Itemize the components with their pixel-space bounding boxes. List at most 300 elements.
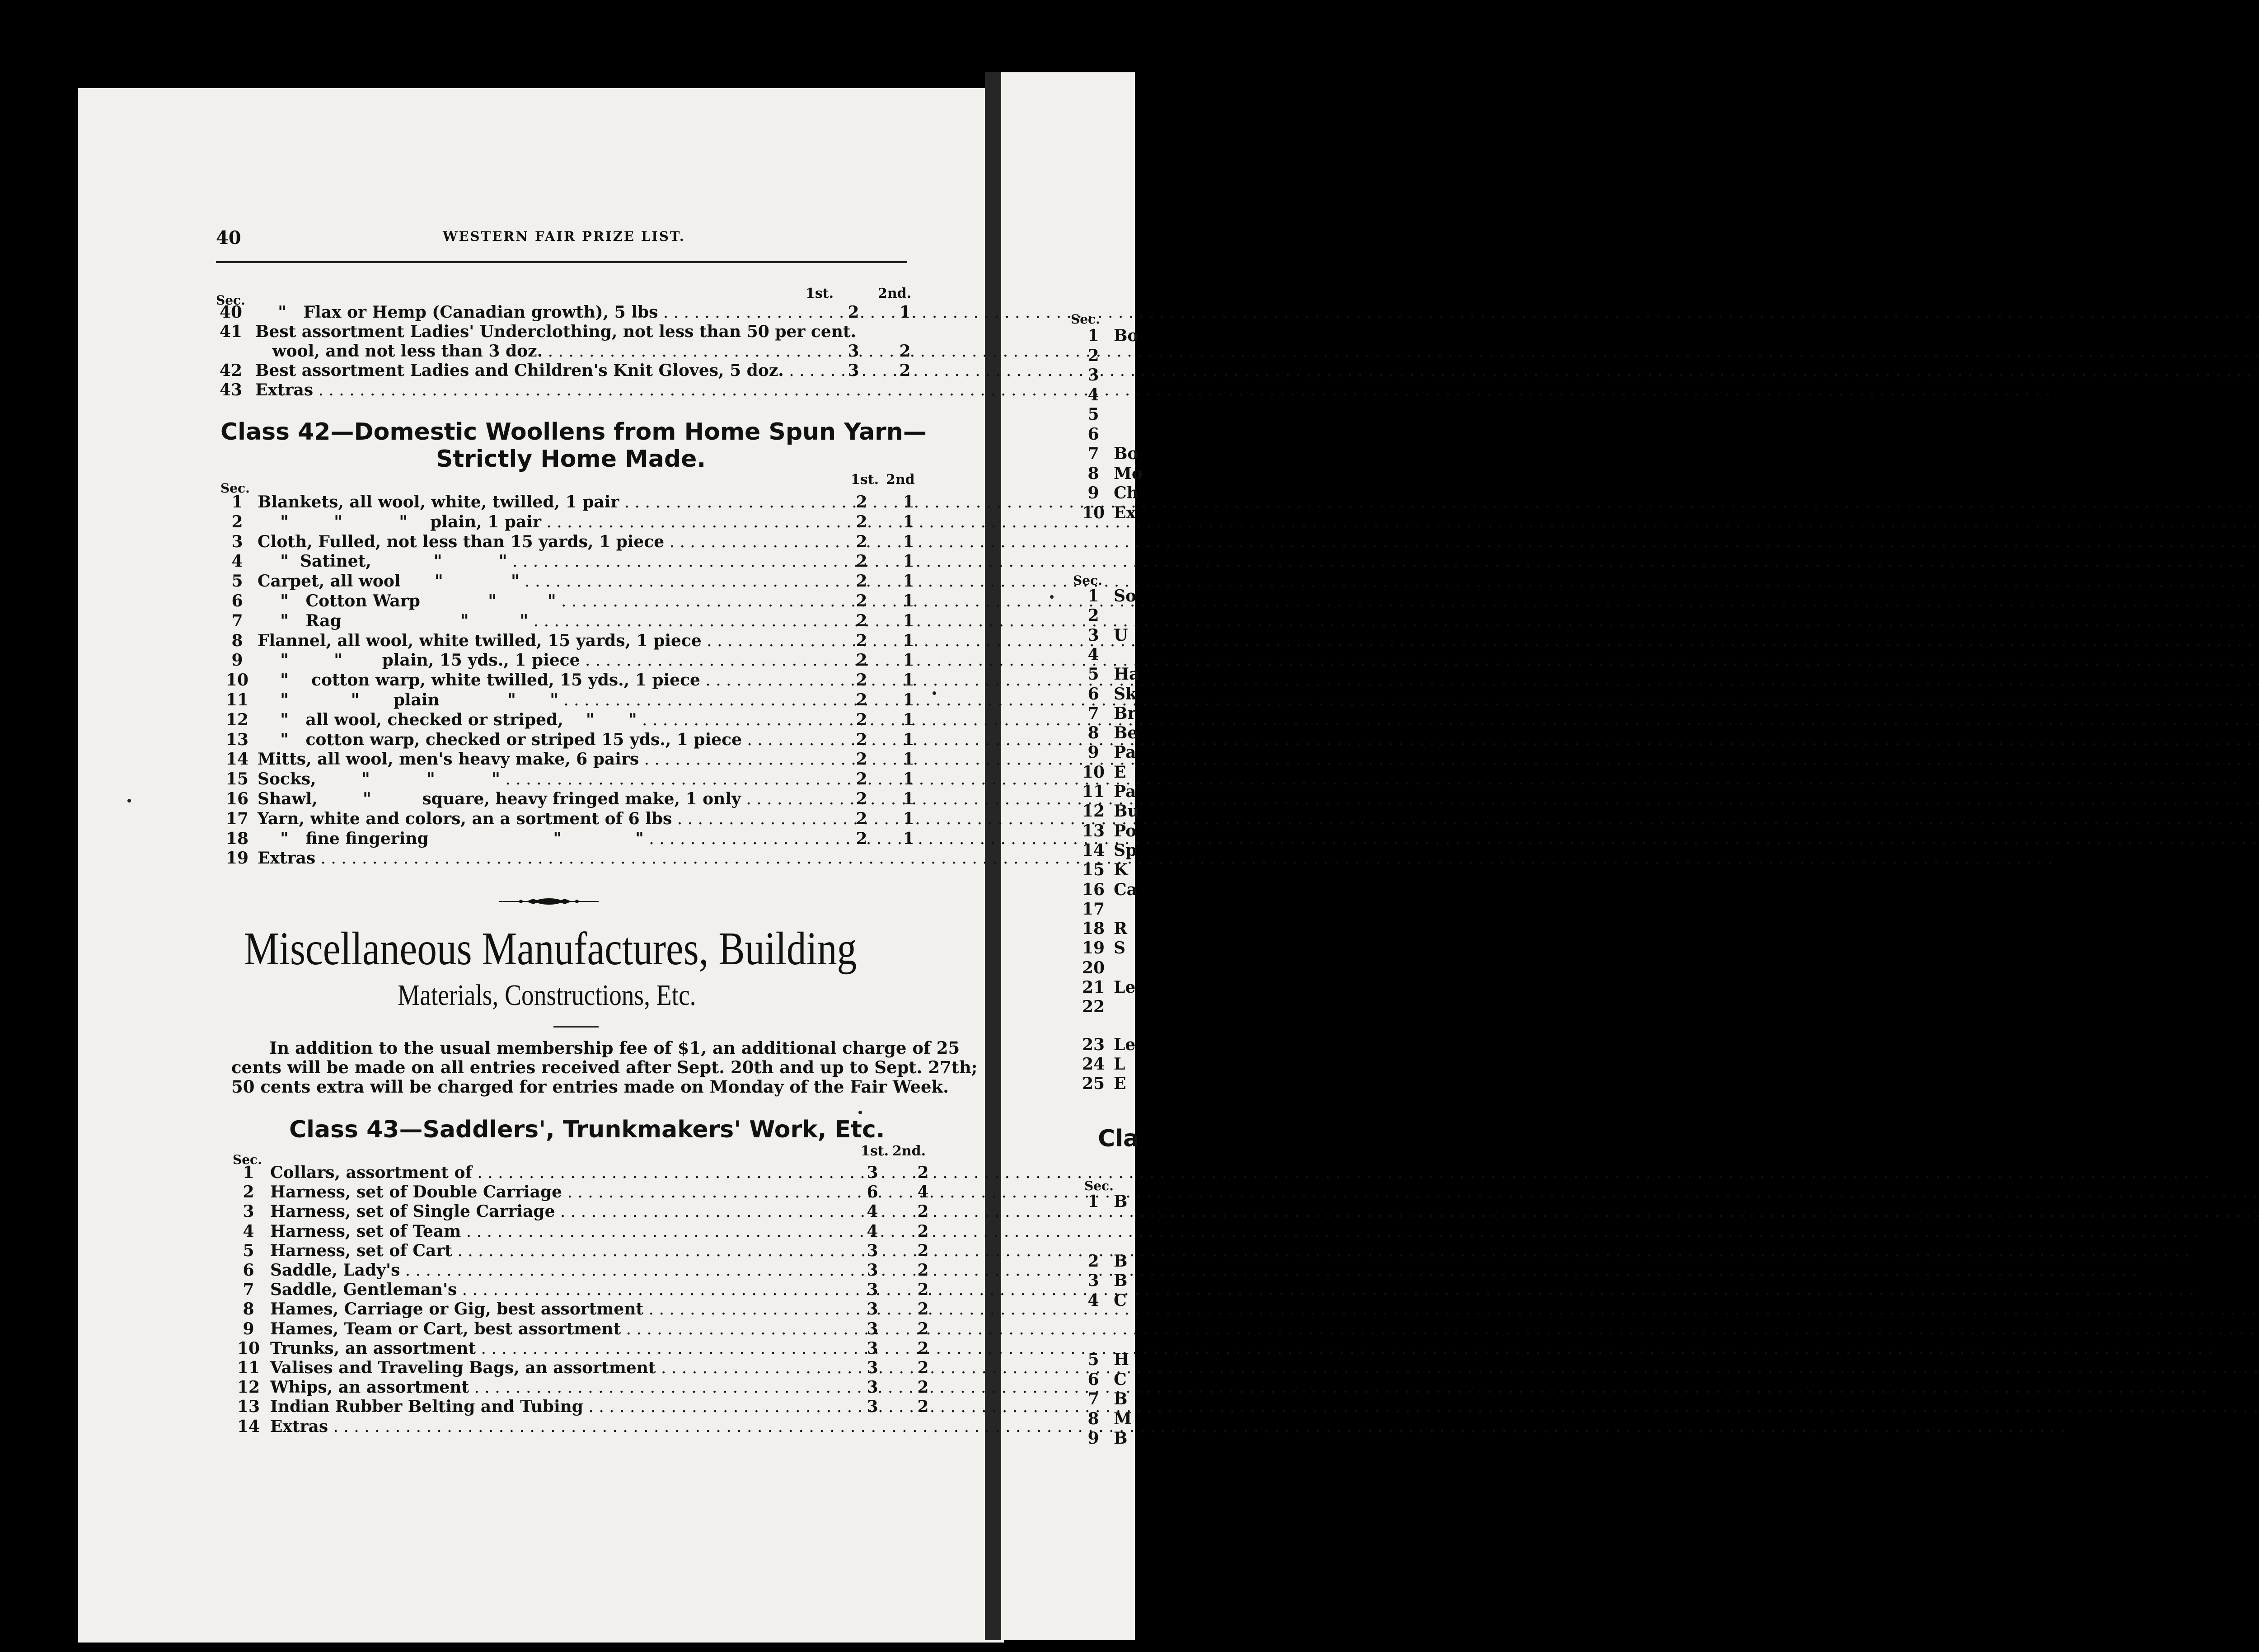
- first-prize: 3: [867, 1319, 878, 1338]
- section-number: 25: [1082, 1074, 1105, 1094]
- section-number: 1: [1087, 326, 1099, 345]
- misc-subheading: Materials, Constructions, Etc.: [398, 979, 696, 1012]
- entry-fragment: B: [1114, 1251, 1128, 1271]
- second-prize: 1: [903, 572, 914, 591]
- second-prize: 2: [899, 342, 911, 361]
- section-number: 21: [1082, 978, 1105, 997]
- second-prize: 2: [899, 361, 911, 380]
- class42-title-line2: Strictly Home Made.: [436, 446, 706, 473]
- table-row: [0, 1378, 1135, 1397]
- section-number: 17: [1082, 899, 1105, 919]
- section-number: 24: [1082, 1054, 1105, 1074]
- entry-fragment: Le: [1114, 978, 1136, 997]
- section-number: 41: [219, 322, 243, 341]
- table-row: [0, 1300, 1135, 1319]
- class42-sec-label: Sec.: [220, 481, 250, 496]
- entry-description: " " plain " " . . .: [258, 690, 858, 709]
- class43-title: Class 43—Saddlers', Trunkmakers' Work, Etc.: [289, 1116, 885, 1143]
- section-number: 2: [1087, 606, 1099, 625]
- section-number: 4: [1087, 645, 1099, 664]
- first-prize: 2: [856, 690, 867, 709]
- list-item: [1078, 606, 1114, 625]
- first-prize: 3: [867, 1338, 878, 1358]
- second-prize: 1: [899, 303, 911, 322]
- section-number: 43: [219, 380, 243, 399]
- entry-description: Hames, Carriage or Gig, best assortment . . .: [270, 1300, 862, 1319]
- section-number: 11: [1082, 782, 1105, 801]
- section-number: 9: [1087, 743, 1099, 762]
- table-row: [0, 1222, 1135, 1241]
- first-prize: 4: [867, 1221, 878, 1241]
- entry-description: Flannel, all wool, white twilled, 15 yards, 1 piece . . .: [258, 631, 858, 650]
- misc-rule: [553, 1026, 599, 1028]
- section-number: 18: [1082, 919, 1105, 939]
- second-prize: 2: [917, 1319, 929, 1338]
- list-item: [1078, 704, 1136, 723]
- class42-col2-header: 2nd: [886, 472, 915, 488]
- entry-description: Trunks, an assortment . . .: [270, 1339, 862, 1358]
- section-number: 13: [1082, 821, 1105, 840]
- section-number: 5: [1087, 405, 1099, 424]
- entry-fragment: B: [1114, 1271, 1128, 1290]
- list-item: [1078, 346, 1114, 365]
- entry-description: Best assortment Ladies' Underclothing, not less than 50 per cent.: [255, 322, 857, 341]
- entry-description: Hames, Team or Cart, best assortment . . .: [270, 1319, 862, 1338]
- list-item: [1078, 665, 1139, 684]
- entry-description: Carpet, all wool " " . . .: [258, 572, 858, 591]
- section-number: 4: [1087, 1291, 1099, 1310]
- entry-description: Socks, " " " . . .: [258, 770, 858, 788]
- entry-fragment: M: [1114, 1409, 1132, 1428]
- first-prize: 2: [856, 671, 867, 690]
- section-number: 5: [1087, 1350, 1099, 1369]
- fee-note-line3: 50 cents extra will be charged for entries made on Monday of the Fair Week.: [231, 1077, 949, 1097]
- table-row: [0, 493, 1135, 512]
- list-item: [1078, 444, 1138, 463]
- running-title: WESTERN FAIR PRIZE LIST.: [443, 229, 685, 244]
- section-number: 8: [231, 631, 243, 650]
- entry-description: Extras . . .: [255, 380, 840, 399]
- first-prize: 4: [867, 1202, 878, 1221]
- first-prize: 3: [867, 1163, 878, 1182]
- entry-fragment: Ex: [1114, 503, 1136, 522]
- entry-description: Harness, set of Single Carriage . . .: [270, 1202, 862, 1221]
- list-item: [1078, 685, 1137, 704]
- list-item: [1078, 366, 1114, 385]
- table-row: [0, 770, 1135, 789]
- second-prize: 2: [917, 1261, 929, 1280]
- entry-fragment: E: [1114, 1074, 1126, 1094]
- entry-description: Indian Rubber Belting and Tubing . . .: [270, 1397, 862, 1416]
- section-number: 11: [237, 1358, 260, 1377]
- section-number: 7: [231, 611, 243, 630]
- right-class-fragment: Cla: [1098, 1125, 1139, 1152]
- entry-fragment: Pa: [1114, 782, 1136, 801]
- section-number: 16: [225, 789, 249, 808]
- entry-description: Best assortment Ladies and Children's Knit Gloves, 5 doz. . . .: [255, 361, 840, 380]
- entry-description: Saddle, Gentleman's . . .: [270, 1280, 862, 1299]
- section-number: 3: [1087, 1271, 1099, 1290]
- list-item: [1078, 978, 1135, 997]
- second-prize: 2: [917, 1378, 929, 1397]
- section-number: 7: [243, 1280, 254, 1300]
- first-prize: 2: [856, 572, 867, 591]
- entry-fragment: B: [1114, 1389, 1128, 1408]
- section-number: 7: [1087, 444, 1099, 463]
- list-item: [1078, 763, 1126, 782]
- list-item: [1078, 1074, 1126, 1093]
- section-number: 13: [225, 730, 249, 749]
- list-item: [1078, 1055, 1125, 1074]
- list-item: [1078, 483, 1139, 502]
- table-row: [0, 809, 1135, 829]
- entry-description: Mitts, all wool, men's heavy make, 6 pairs . . .: [258, 750, 858, 769]
- entry-fragment: So: [1114, 587, 1137, 605]
- first-prize: 2: [856, 710, 867, 729]
- first-prize: 2: [856, 651, 867, 670]
- list-item: [1078, 645, 1114, 664]
- section-number: 17: [225, 809, 249, 828]
- section-number: 9: [1087, 483, 1099, 502]
- section-number: 11: [225, 690, 249, 709]
- section-number: 9: [1087, 1429, 1099, 1448]
- entry-description: " cotton warp, white twilled, 15 yds., 1 piece . . .: [258, 671, 858, 690]
- section-number: 22: [1082, 997, 1105, 1017]
- ink-speck: [127, 799, 131, 803]
- second-prize: 1: [903, 671, 914, 690]
- section-number: 3: [243, 1202, 254, 1221]
- entry-description: " Cotton Warp " " . . .: [258, 591, 858, 610]
- table-row: [0, 671, 1135, 690]
- first-prize: 3: [867, 1397, 878, 1417]
- first-prize: 2: [856, 532, 867, 551]
- entry-fragment: Pa: [1114, 743, 1136, 762]
- section-number: 19: [1082, 939, 1105, 958]
- entry-fragment: Mo: [1114, 464, 1143, 483]
- entry-fragment: L: [1114, 1054, 1125, 1074]
- section-number: 2: [1087, 346, 1099, 365]
- right-sec-label-a: Sec.: [1071, 312, 1100, 327]
- entry-description: " fine fingering " " . . .: [258, 829, 858, 848]
- table-row: [0, 1261, 1135, 1280]
- entry-fragment: C: [1114, 1370, 1127, 1389]
- section-number: 5: [231, 572, 243, 591]
- first-prize: 2: [856, 493, 867, 512]
- second-prize: 1: [903, 770, 914, 789]
- first-prize: 2: [856, 591, 867, 610]
- section-number: 4: [243, 1221, 254, 1241]
- second-prize: 2: [917, 1300, 929, 1319]
- right-sec-label-b: Sec.: [1073, 573, 1102, 588]
- block1-col2-header: 2nd.: [878, 286, 912, 301]
- table-row: [0, 1339, 1135, 1358]
- section-number: 12: [1082, 802, 1105, 821]
- entry-description: Saddle, Lady's . . .: [270, 1261, 862, 1280]
- section-number: 19: [225, 849, 249, 868]
- right-sec-label-c: Sec.: [1084, 1178, 1114, 1193]
- entry-description: " Satinet, " " . . .: [258, 552, 858, 571]
- section-number: 7: [1087, 1389, 1099, 1408]
- list-item: [1078, 997, 1114, 1016]
- table-row: [0, 1183, 1135, 1202]
- second-prize: 1: [903, 750, 914, 769]
- list-item: [1078, 587, 1136, 605]
- first-prize: 3: [867, 1378, 878, 1397]
- table-row: [0, 512, 1135, 532]
- entry-description: " cotton warp, checked or striped 15 yds., 1 piece . . .: [258, 730, 858, 749]
- second-prize: 1: [903, 690, 914, 709]
- second-prize: 1: [903, 532, 914, 551]
- entry-fragment: Sk: [1114, 684, 1137, 704]
- section-number: 1: [243, 1163, 254, 1182]
- table-row: [0, 361, 1135, 380]
- class43-col2-header: 2nd.: [892, 1143, 926, 1159]
- first-prize: 3: [867, 1261, 878, 1280]
- table-row: [0, 651, 1135, 671]
- entry-fragment: Po: [1114, 821, 1137, 840]
- first-prize: 2: [848, 303, 859, 322]
- section-number: 10: [1082, 762, 1105, 782]
- second-prize: 2: [917, 1221, 929, 1241]
- second-prize: 1: [903, 512, 914, 531]
- list-item: [1078, 1291, 1127, 1310]
- first-prize: 3: [867, 1280, 878, 1300]
- second-prize: 1: [903, 710, 914, 729]
- section-number: 2: [243, 1183, 254, 1202]
- second-prize: 1: [903, 789, 914, 808]
- list-item: [1078, 326, 1138, 345]
- list-item: [1078, 1035, 1135, 1054]
- section-number: 15: [1082, 860, 1105, 880]
- list-item: [1078, 1271, 1127, 1290]
- second-prize: 1: [903, 730, 914, 749]
- section-number: 10: [237, 1338, 260, 1358]
- entry-fragment: Sp: [1114, 840, 1137, 860]
- first-prize: 2: [856, 552, 867, 571]
- ink-speck: [858, 1111, 862, 1114]
- first-prize: 6: [867, 1183, 878, 1202]
- section-number: 3: [1087, 625, 1099, 645]
- list-item: [1078, 1350, 1129, 1369]
- entry-description: " " " plain, 1 pair . . .: [258, 512, 858, 531]
- section-number: 42: [219, 361, 243, 380]
- fee-note-line1: In addition to the usual membership fee of $1, an additional charge of 25: [269, 1038, 960, 1058]
- table-row: [0, 1417, 1135, 1436]
- list-item: [1078, 743, 1136, 762]
- entry-description: wool, and not less than 3 doz. . . .: [255, 342, 840, 361]
- section-number: 1: [231, 493, 243, 512]
- list-item: [1078, 1252, 1127, 1271]
- header-rule: [216, 261, 907, 263]
- section-number: 10: [1082, 503, 1105, 522]
- section-number: 6: [1087, 424, 1099, 444]
- first-prize: 2: [856, 611, 867, 630]
- section-number: 6: [243, 1261, 254, 1280]
- ornamental-divider: [499, 897, 599, 906]
- list-item: [1078, 880, 1137, 899]
- second-prize: 1: [903, 591, 914, 610]
- list-item: [1078, 841, 1137, 860]
- first-prize: 2: [856, 829, 867, 848]
- second-prize: 1: [903, 552, 914, 571]
- section-number: 6: [1087, 684, 1099, 704]
- section-number: 9: [243, 1319, 254, 1338]
- list-item: [1078, 939, 1125, 957]
- class42-title-line1: Class 42—Domestic Woollens from Home Spun Yarn—: [220, 418, 927, 446]
- list-item: [1078, 1389, 1127, 1408]
- entry-description: Whips, an assortment . . .: [270, 1378, 862, 1397]
- table-row: [0, 342, 1135, 361]
- entry-fragment: Bu: [1114, 802, 1139, 821]
- entry-fragment: E: [1114, 762, 1126, 782]
- first-prize: 3: [867, 1358, 878, 1377]
- table-row: [0, 849, 1135, 868]
- section-number: 6: [1087, 1370, 1099, 1389]
- list-item: [1078, 1429, 1127, 1448]
- section-number: 1: [1087, 587, 1099, 605]
- ink-speck: [1050, 595, 1054, 599]
- second-prize: 2: [917, 1280, 929, 1300]
- table-row: [0, 322, 1135, 342]
- entry-description: Harness, set of Double Carriage . . .: [270, 1183, 862, 1201]
- list-item: [1078, 860, 1128, 879]
- first-prize: 3: [848, 342, 859, 361]
- table-row: [0, 710, 1135, 730]
- section-number: 23: [1082, 1035, 1105, 1054]
- first-prize: 2: [856, 730, 867, 749]
- second-prize: 2: [917, 1338, 929, 1358]
- entry-description: " Flax or Hemp (Canadian growth), 5 lbs . . .: [255, 303, 840, 322]
- entry-fragment: Ca: [1114, 880, 1137, 899]
- first-prize: 3: [867, 1300, 878, 1319]
- entry-fragment: C: [1114, 1291, 1127, 1310]
- list-item: [1078, 405, 1114, 424]
- list-item: [1078, 958, 1114, 977]
- list-item: [1078, 464, 1143, 483]
- class43-sec-label: Sec.: [233, 1152, 262, 1167]
- list-item: [1078, 385, 1114, 404]
- entry-fragment: Bo: [1114, 444, 1139, 463]
- list-item: [1078, 782, 1136, 801]
- section-number: 5: [243, 1241, 254, 1260]
- entry-fragment: Ha: [1114, 665, 1140, 684]
- first-prize: 2: [856, 512, 867, 531]
- entry-description: Yarn, white and colors, an a sortment of 6 lbs . . .: [258, 809, 858, 828]
- table-row: [0, 730, 1135, 750]
- list-item: [1078, 723, 1138, 742]
- table-row: [0, 690, 1135, 710]
- section-number: 2: [231, 512, 243, 531]
- list-item: [1078, 919, 1127, 938]
- entry-description: Valises and Traveling Bags, an assortment . . .: [270, 1358, 862, 1377]
- section-number: 3: [1087, 366, 1099, 385]
- list-item: [1078, 802, 1139, 821]
- second-prize: 1: [903, 829, 914, 848]
- section-number: 8: [1087, 464, 1099, 483]
- second-prize: 1: [903, 493, 914, 512]
- section-number: 2: [1087, 1251, 1099, 1271]
- entry-fragment: R: [1114, 919, 1127, 939]
- misc-heading: Miscellaneous Manufactures, Building: [244, 923, 857, 975]
- class42-col1-header: 1st.: [851, 472, 879, 488]
- entry-fragment: U: [1114, 625, 1128, 645]
- entry-fragment: B: [1114, 1192, 1128, 1211]
- entry-fragment: Be: [1114, 723, 1138, 743]
- section-number: 14: [1082, 840, 1105, 860]
- first-prize: 2: [856, 770, 867, 789]
- entry-fragment: Ch: [1114, 483, 1139, 502]
- section-number: 15: [225, 770, 249, 789]
- table-row: [0, 1358, 1135, 1378]
- table-row: [0, 1397, 1135, 1417]
- page-number: 40: [216, 227, 241, 249]
- block1-col1-header: 1st.: [806, 286, 834, 301]
- section-number: 13: [237, 1397, 260, 1417]
- table-row: [0, 532, 1135, 552]
- list-item: [1078, 900, 1114, 919]
- entry-description: Harness, set of Cart . . .: [270, 1241, 862, 1260]
- second-prize: 2: [917, 1241, 929, 1260]
- entry-fragment: S: [1114, 939, 1125, 958]
- section-number: 9: [231, 651, 243, 670]
- table-row: [0, 1241, 1135, 1261]
- second-prize: 2: [917, 1358, 929, 1377]
- section-number: 12: [225, 710, 249, 729]
- section-number: 4: [1087, 385, 1099, 404]
- block1-sec-label: Sec.: [216, 293, 245, 308]
- table-row: [0, 1280, 1135, 1300]
- first-prize: 2: [856, 631, 867, 650]
- section-number: 10: [225, 671, 249, 690]
- entry-description: " all wool, checked or striped, " " . . .: [258, 710, 858, 729]
- section-number: 8: [1087, 1409, 1099, 1428]
- list-item: [1078, 626, 1128, 645]
- table-row: [0, 591, 1135, 611]
- entry-fragment: K: [1114, 860, 1128, 880]
- second-prize: 4: [917, 1183, 929, 1202]
- entry-description: Extras . . .: [270, 1417, 862, 1436]
- entry-description: Shawl, " square, heavy fringed make, 1 only . . .: [258, 789, 858, 808]
- ink-speck: [933, 691, 936, 695]
- entry-description: Extras . . .: [258, 849, 858, 868]
- table-row: [0, 572, 1135, 591]
- table-row: [0, 750, 1135, 770]
- section-number: 16: [1082, 880, 1105, 899]
- first-prize: 2: [856, 789, 867, 808]
- second-prize: 1: [903, 809, 914, 828]
- table-row: [0, 631, 1135, 651]
- section-number: 3: [231, 532, 243, 551]
- table-row: [0, 1163, 1135, 1183]
- table-row: [0, 380, 1135, 400]
- list-item: [1078, 1192, 1127, 1211]
- section-number: 7: [1087, 704, 1099, 723]
- section-number: 12: [237, 1378, 260, 1397]
- second-prize: 1: [903, 631, 914, 650]
- second-prize: 2: [917, 1397, 929, 1417]
- entry-description: " Rag " " . . .: [258, 611, 858, 630]
- list-item: [1078, 425, 1114, 444]
- first-prize: 2: [856, 750, 867, 769]
- section-number: 14: [225, 750, 249, 769]
- second-prize: 2: [917, 1202, 929, 1221]
- table-row: [0, 303, 1135, 322]
- first-prize: 3: [848, 361, 859, 380]
- list-item: [1078, 1409, 1132, 1428]
- second-prize: 1: [903, 611, 914, 630]
- entry-fragment: Bo: [1114, 326, 1139, 345]
- section-number: 5: [1087, 665, 1099, 684]
